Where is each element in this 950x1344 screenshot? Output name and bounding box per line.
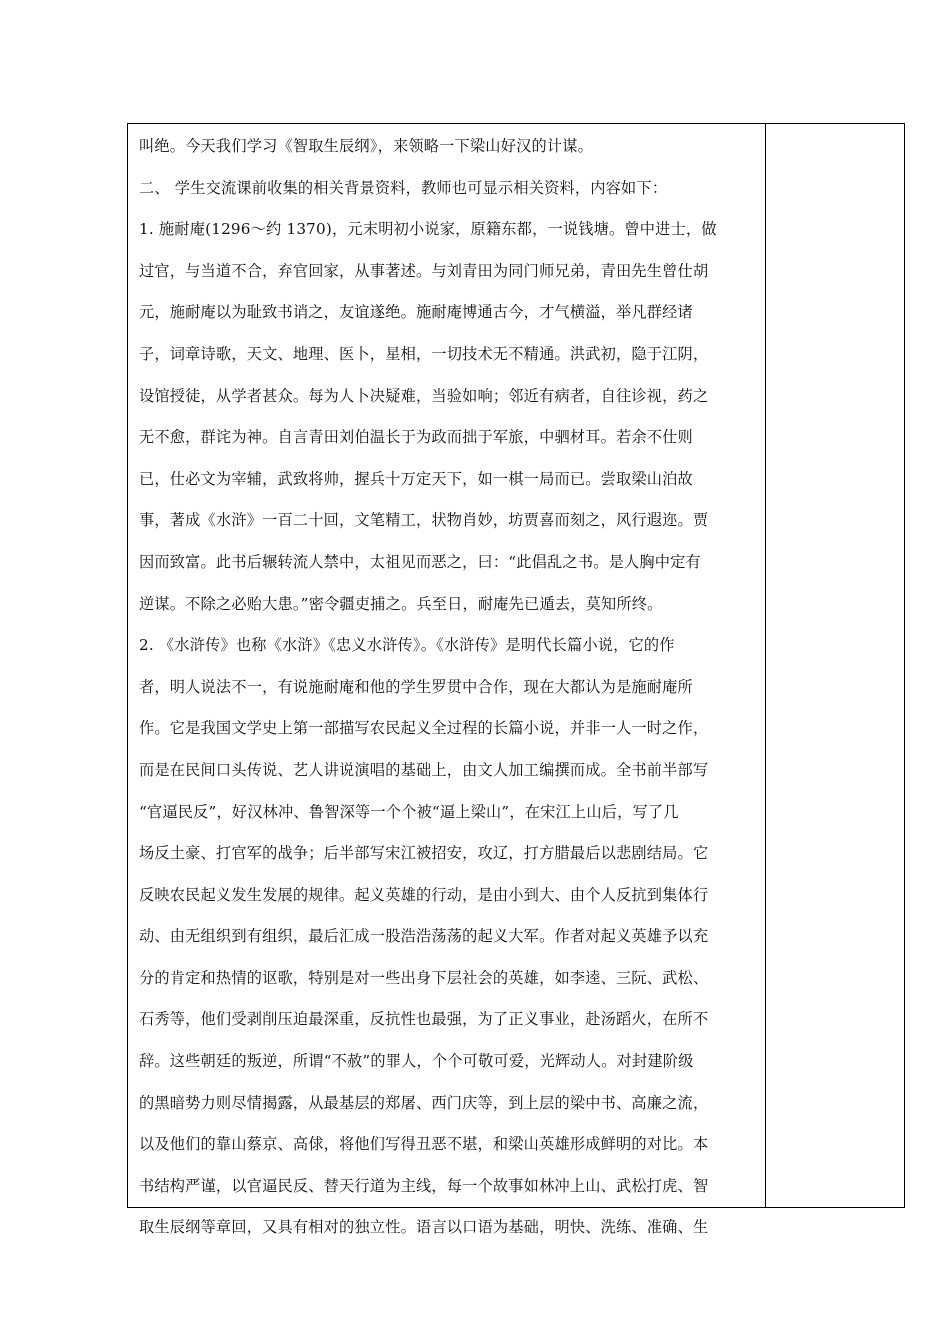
text-line: 过官，与当道不合，弃官回家，从事著述。与刘青田为同门师兄弟，青田先生曾仕胡 [139, 261, 709, 280]
text-line: 书结构严谨，以官逼民反、替天行道为主线，每一个故事如林冲上山、武松打虎、智 [139, 1176, 709, 1195]
text-line: 而是在民间口头传说、艺人讲说演唱的基础上，由文人加工编撰而成。全书前半部写 [139, 760, 709, 779]
text-line: 场反土豪、打官军的战争；后半部写宋江被招安，攻辽，打方腊最后以悲剧结局。它 [139, 844, 709, 863]
text-line: 者，明人说法不一，有说施耐庵和他的学生罗贯中合作，现在大都认为是施耐庵所 [139, 677, 693, 696]
text-line: 以及他们的靠山蔡京、高俅，将他们写得丑恶不堪，和梁山英雄形成鲜明的对比。本 [139, 1135, 709, 1154]
text-line: 动、由无组织到有组织，最后汇成一股浩浩荡荡的起义大军。作者对起义英雄予以充 [139, 927, 709, 946]
text-line: 的黑暗势力则尽情揭露，从最基层的郑屠、西门庆等，到上层的梁中书、高廉之流， [139, 1093, 709, 1112]
text-line: 取生辰纲等章回，又具有相对的独立性。语言以口语为基础，明快、洗练、准确、生 [139, 1218, 709, 1237]
text-line: 分的肯定和热情的讴歌，特别是对一些出身下层社会的英雄，如李逵、三阮、武松、 [139, 968, 709, 987]
lesson-table [127, 123, 905, 1237]
text-line: 作。它是我国文学史上第一部描写农民起义全过程的长篇小说，并非一人一时之作， [139, 719, 709, 738]
text-line: 元，施耐庵以为耻致书诮之，友谊遂绝。施耐庵博通古今，才气横溢，举凡群经诸 [139, 303, 693, 322]
text-line: 二、 学生交流课前收集的相关背景资料，教师也可显示相关资料，内容如下： [139, 178, 668, 197]
text-line: 因而致富。此书后辗转流人禁中，太祖见而恶之，曰：“此倡乱之书。是人胸中定有 [139, 552, 701, 571]
text-line: “官逼民反”，好汉林冲、鲁智深等一个个被“逼上梁山”，在宋江上山后，写了几 [139, 802, 679, 821]
text-line: 石秀等，他们受剥削压迫最深重，反抗性也最强，为了正义事业，赴汤蹈火，在所不 [139, 1010, 709, 1029]
notes-cell [766, 124, 905, 1207]
content-cell [128, 124, 766, 1237]
text-line: 设馆授徒，从学者甚众。每为人卜决疑难，当验如响；邻近有病者，自往诊视，药之 [139, 386, 709, 405]
text-line: 叫绝。今天我们学习《智取生辰纲》，来领略一下梁山好汉的计谋。 [139, 137, 594, 155]
text-line: 无不愈，群诧为神。自言青田刘伯温长于为政而拙于军旅，中驷材耳。若余不仕则 [139, 428, 693, 447]
text-line: 辞。这些朝廷的叛逆，所谓“不赦”的罪人，个个可敬可爱，光辉动人。对封建阶级 [139, 1052, 694, 1071]
text-line: 1. 施耐庵(1296～约 1370)，元末明初小说家，原籍东都，一说钱塘。曾中进士，做 [139, 220, 717, 239]
text-line: 事，著成《水浒》一百二十回，文笔精工，状物肖妙，坊贾喜而刻之，风行遐迩。贾 [139, 511, 709, 530]
text-line: 已，仕必文为宰辅，武致将帅，握兵十万定天下，如一棋一局而已。尝取梁山泊故 [139, 469, 693, 488]
text-line: 逆谋。不除之必贻大患。”密令疆吏捕之。兵至日，耐庵先已遁去，莫知所终。 [139, 594, 663, 613]
text-line: 2. 《水浒传》也称《水浒》《忠义水浒传》。《水浒传》是明代长篇小说，它的作 [139, 636, 675, 655]
text-body [139, 126, 765, 1249]
text-line: 子，词章诗歌，天文、地理、医卜，星相，一切技术无不精通。洪武初，隐于江阴， [139, 344, 709, 363]
text-line: 反映农民起义发生发展的规律。起义英雄的行动，是由小到大、由个人反抗到集体行 [139, 885, 709, 904]
